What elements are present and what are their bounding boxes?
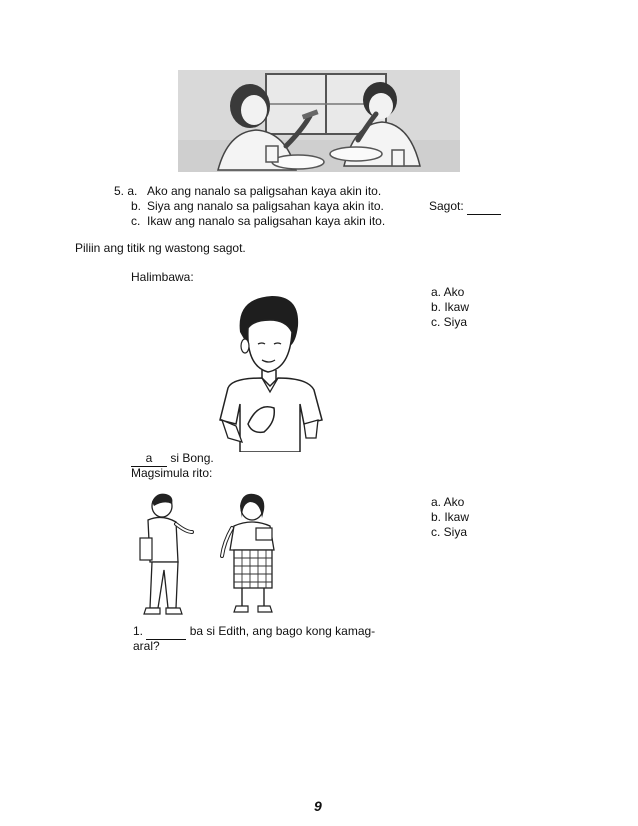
start-choice-a[interactable]: a. Ako — [431, 495, 465, 509]
start-choice-b[interactable]: b. Ikaw — [431, 510, 470, 524]
boy-and-girl-illustration — [138, 492, 286, 620]
item-1-number: 1. — [133, 624, 144, 638]
q5-option-b-letter: b. — [131, 199, 142, 213]
q5-option-c-letter: c. — [131, 214, 141, 228]
q5-option-b: Siya ang nanalo sa paligsahan kaya akin ito. — [147, 199, 384, 213]
example-heading: Halimbawa: — [131, 270, 194, 284]
q5-option-a: Ako ang nanalo sa paligsahan kaya akin ito. — [147, 184, 382, 198]
example-choice-b[interactable]: b. Ikaw — [431, 300, 470, 314]
answer-blank[interactable] — [467, 199, 501, 215]
example-choice-a[interactable]: a. Ako — [431, 285, 465, 299]
start-heading: Magsimula rito: — [131, 466, 213, 480]
example-choice-c[interactable]: c. Siya — [431, 315, 468, 329]
answer-label: Sagot: — [429, 199, 464, 213]
example-choices — [431, 285, 469, 330]
item-1-answer-blank[interactable] — [146, 624, 186, 640]
example-answer-blank — [131, 451, 167, 467]
q5-number: 5. a. — [114, 184, 138, 198]
item-1-line-1 — [133, 624, 375, 640]
example-sentence-rest: si Bong. — [170, 451, 214, 465]
boy-bong-illustration — [218, 292, 332, 452]
q5-answer-label — [429, 199, 501, 215]
page-number: 9 — [314, 798, 322, 814]
girls-eating-illustration — [178, 70, 460, 172]
item-1-line-2: aral? — [133, 639, 160, 653]
start-choice-c[interactable]: c. Siya — [431, 525, 468, 539]
example-sentence — [131, 451, 214, 467]
q5-option-c: Ikaw ang nanalo sa paligsahan kaya akin ito. — [147, 214, 386, 228]
start-choices — [431, 495, 469, 540]
item-1-text: ba si Edith, ang bago kong kamag- — [189, 624, 376, 638]
instruction: Piliin ang titik ng wastong sagot. — [75, 241, 246, 255]
example-answer-fill: a — [145, 451, 153, 465]
